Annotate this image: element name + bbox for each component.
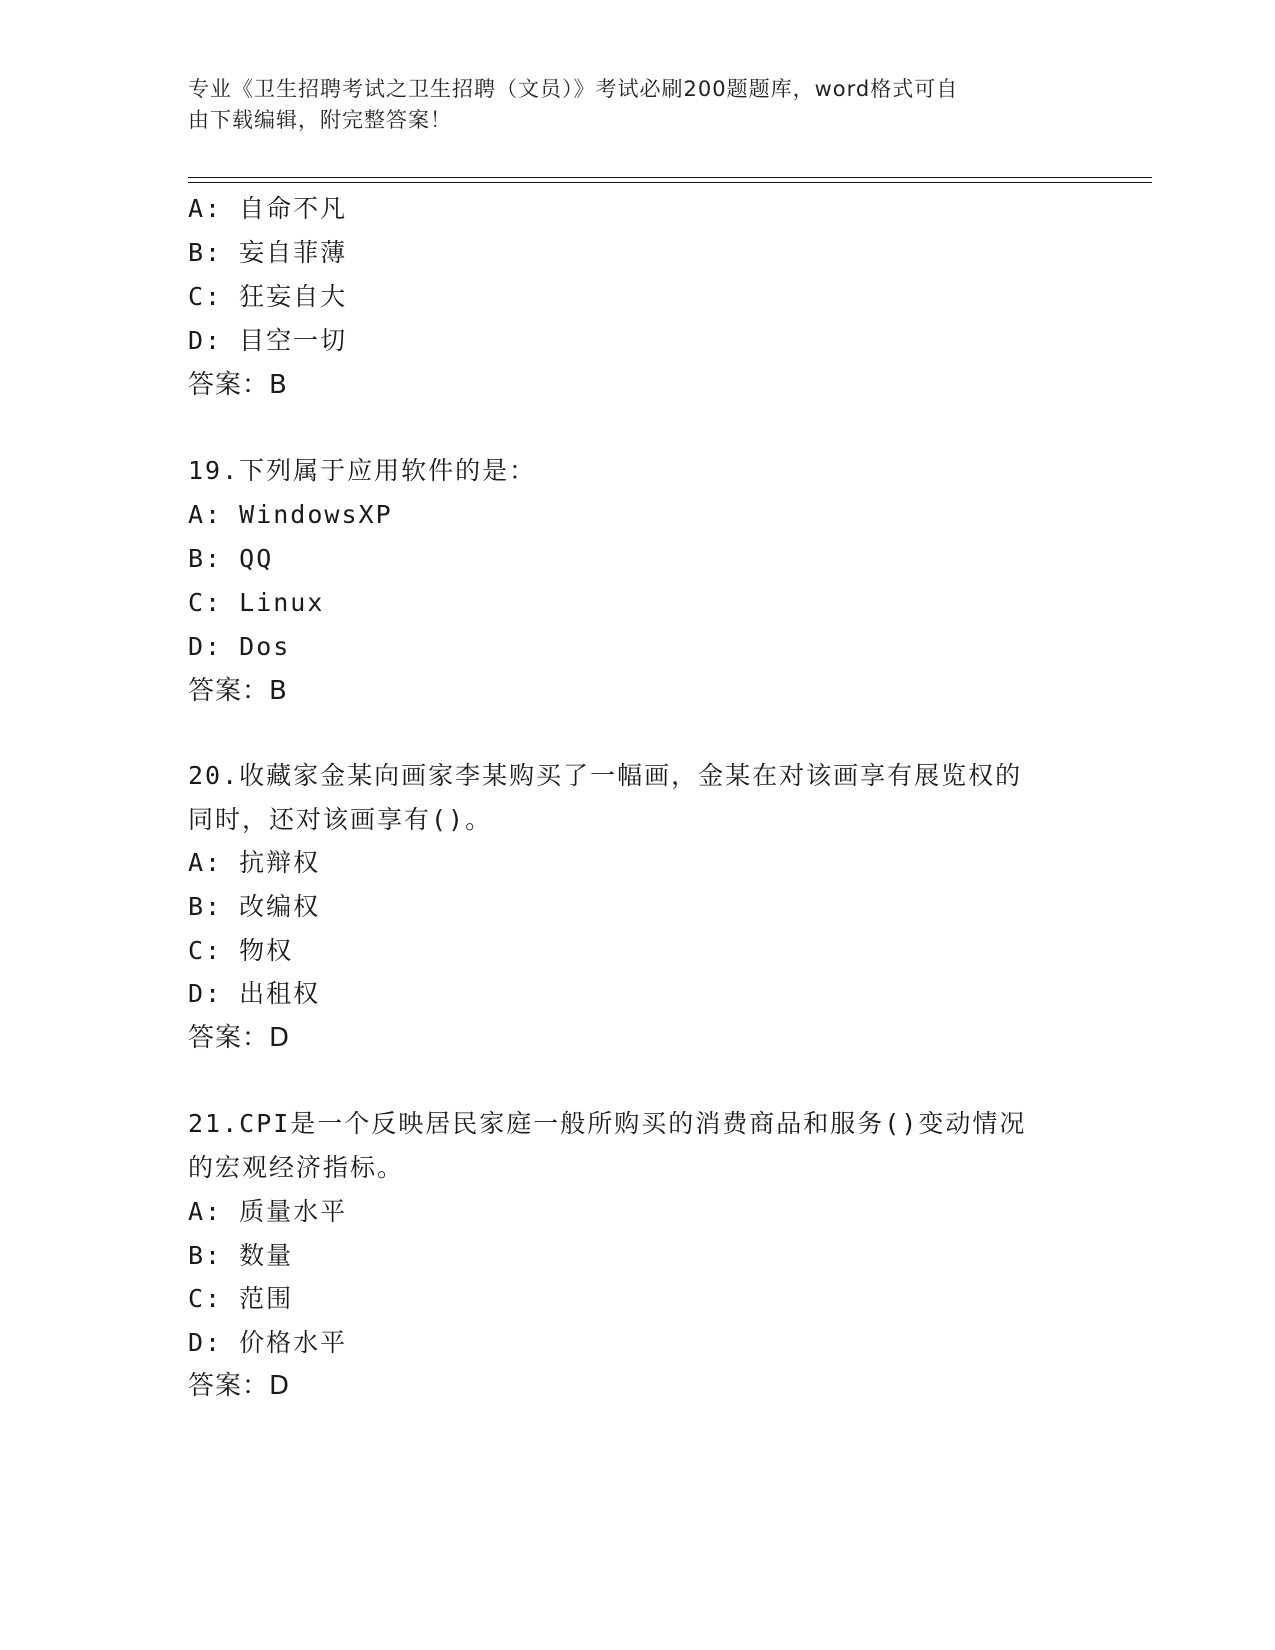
q21-answer: 答案：D	[188, 1371, 291, 1401]
q20-option-c: C: 物权	[188, 936, 294, 965]
q18-answer: 答案：B	[188, 370, 288, 400]
q21-option-a: A: 质量水平	[188, 1197, 348, 1226]
q21-option-b: B: 数量	[188, 1241, 294, 1270]
q20-option-a: A: 抗辩权	[188, 848, 321, 877]
q18-option-c: C: 狂妄自大	[188, 282, 348, 311]
q19-option-c: C: Linux	[188, 588, 325, 617]
q20-stem-line-1: 20.收藏家金某向画家李某购买了一幅画，金某在对该画享有展览权的	[188, 761, 1023, 790]
q20-option-b: B: 改编权	[188, 892, 321, 921]
q18-option-b: B: 妄自菲薄	[188, 238, 348, 267]
q21-option-c: C: 范围	[188, 1284, 294, 1313]
q21-option-d: D: 价格水平	[188, 1328, 348, 1357]
header-rule-top	[188, 177, 1152, 178]
q19-answer: 答案：B	[188, 676, 288, 706]
q19-option-a: A: WindowsXP	[188, 500, 393, 529]
header-line-1: 专业《卫生招聘考试之卫生招聘（文员）》考试必刷200题题库，word格式可自	[188, 77, 959, 101]
header-rule-bottom	[188, 182, 1152, 183]
q20-option-d: D: 出租权	[188, 979, 321, 1008]
q19-stem: 19.下列属于应用软件的是：	[188, 456, 537, 485]
q20-answer: 答案：D	[188, 1023, 291, 1053]
q20-stem-line-2: 同时，还对该画享有()。	[188, 805, 493, 834]
q18-option-d: D: 目空一切	[188, 326, 348, 355]
header-line-2: 由下载编辑，附完整答案！	[188, 108, 452, 132]
q21-stem-line-2: 的宏观经济指标。	[188, 1153, 405, 1182]
q19-option-b: B: QQ	[188, 544, 274, 573]
document-header	[188, 74, 1068, 136]
q18-option-a: A: 自命不凡	[188, 194, 348, 223]
q21-stem-line-1: 21.CPI是一个反映居民家庭一般所购买的消费商品和服务()变动情况	[188, 1109, 1027, 1138]
q19-option-d: D: Dos	[188, 632, 291, 661]
